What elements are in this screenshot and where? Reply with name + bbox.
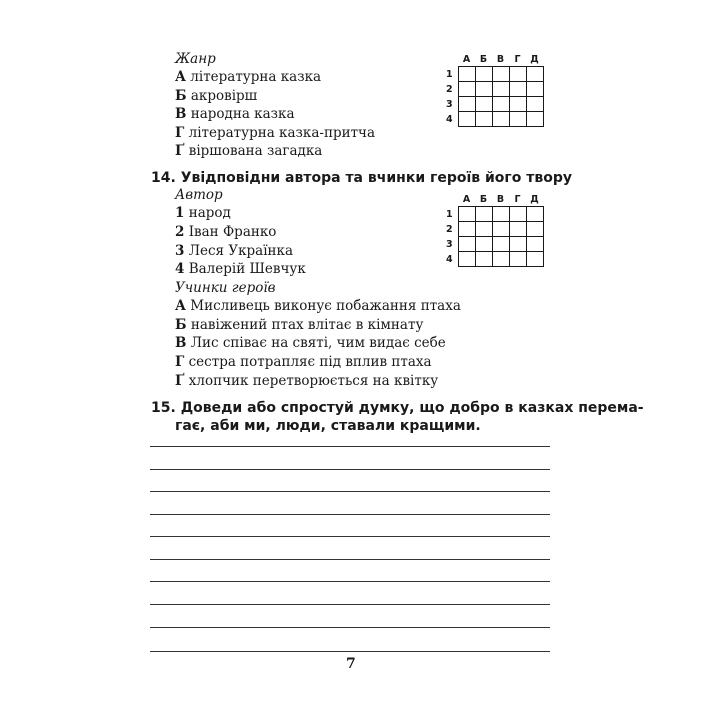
answer-grid-14 [446,195,556,270]
grid-cell[interactable] [527,97,544,112]
grid-cell[interactable] [476,97,493,112]
genre-option-v [175,106,295,122]
grid-row-label: 2 [446,224,453,235]
grid-cell[interactable] [476,207,493,222]
deed-text: хлопчик перетворюється на квітку [188,373,439,389]
author-2 [175,224,276,240]
grid-cell[interactable] [493,222,510,237]
answer-grid-cells [458,206,544,267]
grid-cell[interactable] [510,97,527,112]
author-1 [175,205,231,221]
option-text: літературна казка-притча [188,125,376,141]
grid-cell[interactable] [476,252,493,267]
author-number: 2 [175,224,185,240]
answer-line[interactable] [150,491,550,492]
grid-cell[interactable] [459,207,476,222]
deed-a [175,298,461,314]
grid-cell[interactable] [476,237,493,252]
question-text: Доведи або спростуй думку, що добро в казках перема- [180,400,644,416]
grid-cell[interactable] [459,67,476,82]
grid-cell[interactable] [510,207,527,222]
deed-letter: А [175,298,186,314]
grid-cell[interactable] [476,82,493,97]
grid-row-label: 4 [446,114,453,125]
grid-col-label: Б [479,194,488,205]
grid-col-label: Д [530,194,539,205]
grid-cell[interactable] [493,82,510,97]
option-text: літературна казка [190,69,322,85]
genre-option-b [175,88,257,104]
option-text: віршована загадка [188,143,323,159]
answer-line[interactable] [150,514,550,515]
question-15-line-2: гає, аби ми, люди, ставали кращими. [175,418,481,434]
grid-cell[interactable] [493,252,510,267]
grid-cell[interactable] [493,97,510,112]
grid-cell[interactable] [493,67,510,82]
genre-option-h [175,125,375,141]
grid-cell[interactable] [459,82,476,97]
grid-cell[interactable] [527,222,544,237]
author-4 [175,261,306,277]
option-letter: Ґ [175,143,185,159]
deed-text: навіжений птах влітає в кімнату [190,317,424,333]
deed-h [175,354,432,370]
grid-cell[interactable] [459,252,476,267]
grid-col-label: А [462,54,471,65]
grid-cell[interactable] [459,237,476,252]
deed-text: Лис співає на святі, чим видає себе [190,335,446,351]
grid-cell[interactable] [527,237,544,252]
deed-v [175,335,446,351]
grid-cell[interactable] [510,252,527,267]
answer-grid-cells [458,66,544,127]
answer-line[interactable] [150,627,550,628]
grid-col-label: Д [530,54,539,65]
question-number: 14. [151,170,176,186]
grid-cell[interactable] [493,237,510,252]
grid-row-label: 1 [446,209,453,220]
grid-cell[interactable] [476,112,493,127]
deeds-title: Учинки героїв [175,280,276,296]
answer-line[interactable] [150,469,550,470]
author-number: 3 [175,243,185,259]
question-number: 15. [151,400,176,416]
author-number: 1 [175,205,185,221]
grid-col-label: А [462,194,471,205]
grid-cell[interactable] [459,112,476,127]
question-15-line-1 [151,399,644,417]
deed-text: сестра потрапляє під вплив птаха [188,354,432,370]
answer-line[interactable] [150,446,550,447]
question-14 [151,169,572,187]
grid-cell[interactable] [527,112,544,127]
author-name: Іван Франко [188,224,277,240]
option-letter: А [175,69,186,85]
genre-option-a [175,69,321,85]
genre-title: Жанр [175,51,216,67]
grid-cell[interactable] [510,237,527,252]
grid-cell[interactable] [459,97,476,112]
grid-row-label: 3 [446,99,453,110]
grid-cell[interactable] [493,112,510,127]
grid-cell[interactable] [510,82,527,97]
author-name: народ [188,205,231,221]
answer-line[interactable] [150,651,550,652]
grid-cell[interactable] [527,67,544,82]
author-name: Леся Українка [188,243,294,259]
grid-cell[interactable] [476,67,493,82]
grid-cell[interactable] [527,82,544,97]
answer-line[interactable] [150,536,550,537]
answer-line[interactable] [150,604,550,605]
option-letter: Г [175,125,185,141]
author-name: Валерій Шевчук [188,261,306,277]
option-text: акровірш [190,88,258,104]
grid-row-label: 1 [446,69,453,80]
deed-g [175,373,438,389]
grid-col-label: Г [514,194,521,205]
author-title: Автор [175,187,223,203]
grid-row-label: 3 [446,239,453,250]
deed-letter: В [175,335,187,351]
deed-letter: Г [175,354,185,370]
deed-letter: Б [175,317,187,333]
grid-cell[interactable] [459,222,476,237]
grid-col-label: В [496,194,505,205]
deed-b [175,317,423,333]
grid-cell[interactable] [527,252,544,267]
page-number: 7 [346,656,356,672]
grid-cell[interactable] [493,207,510,222]
option-text: народна казка [190,106,295,122]
author-3 [175,243,293,259]
answer-line[interactable] [150,581,550,582]
grid-cell[interactable] [510,222,527,237]
option-letter: В [175,106,187,122]
grid-row-label: 2 [446,84,453,95]
grid-cell[interactable] [527,207,544,222]
grid-cell[interactable] [510,112,527,127]
genre-option-g [175,143,322,159]
deed-text: Мисливець виконує побажання птаха [190,298,461,314]
answer-grid-13 [446,55,556,130]
grid-cell[interactable] [476,222,493,237]
grid-row-label: 4 [446,254,453,265]
grid-col-label: В [496,54,505,65]
author-number: 4 [175,261,185,277]
grid-cell[interactable] [510,67,527,82]
grid-col-label: Г [514,54,521,65]
deed-letter: Ґ [175,373,185,389]
option-letter: Б [175,88,187,104]
grid-col-label: Б [479,54,488,65]
question-text: Увідповідни автора та вчинки героїв його твору [180,170,572,186]
answer-line[interactable] [150,559,550,560]
